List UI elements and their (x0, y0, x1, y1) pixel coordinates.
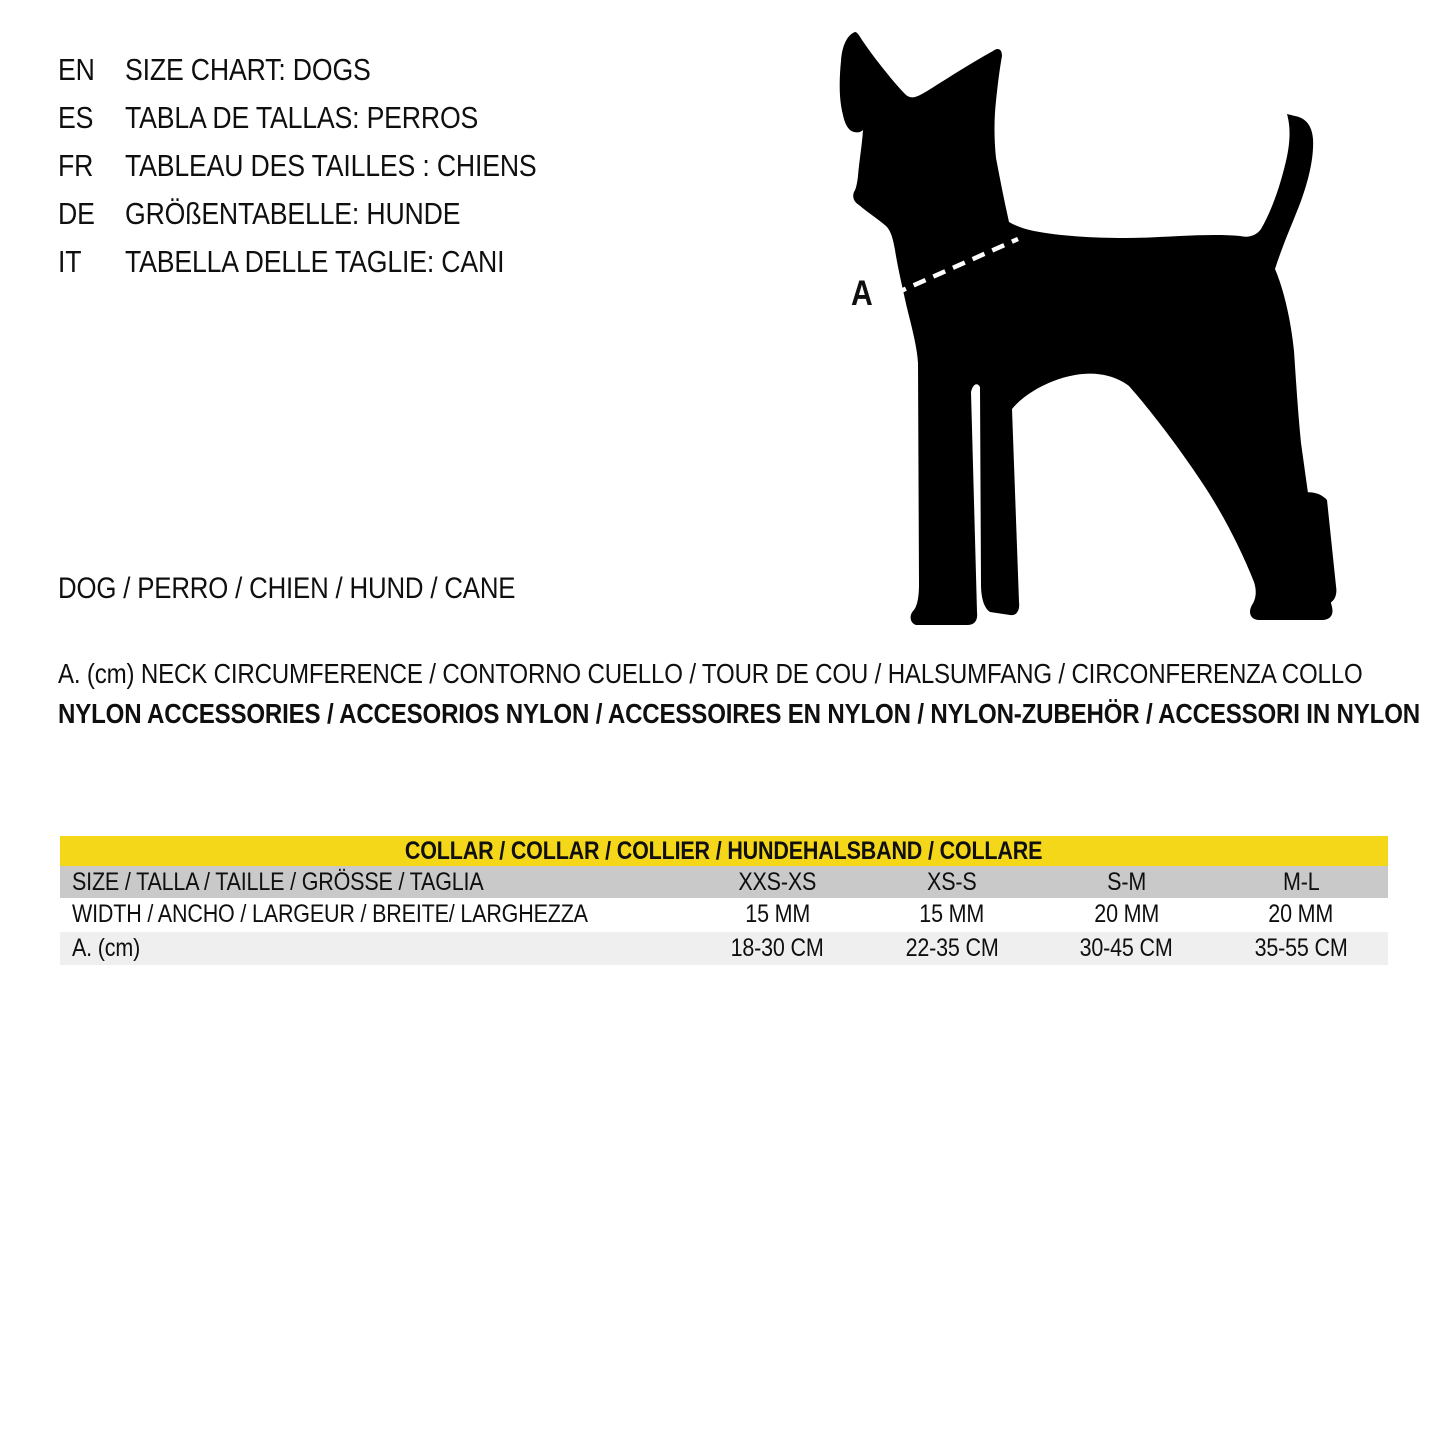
measurement-a-label: A (851, 274, 873, 313)
neck-circumference-note: A. (cm) NECK CIRCUMFERENCE / CONTORNO CUELLO / TOUR DE COU / HALSUMFANG / CIRCONFERENZA COLLO (58, 658, 1363, 689)
language-row-fr (58, 142, 604, 190)
size-value: S-M (1106, 867, 1146, 896)
nylon-accessories-note: NYLON ACCESSORIES / ACCESORIOS NYLON / ACCESSOIRES EN NYLON / NYLON-ZUBEHÖR / ACCESSORI IN NYLON (58, 698, 1420, 729)
table-row-neck-circumference (60, 932, 1388, 965)
language-title: TABLEAU DES TAILLES : CHIENS (125, 148, 537, 183)
neck-value: 30-45 CM (1079, 934, 1173, 962)
width-value: 20 MM (1268, 899, 1334, 928)
neck-value: 18-30 CM (730, 934, 824, 962)
dog-caption: DOG / PERRO / CHIEN / HUND / CANE (58, 572, 516, 605)
width-value: 15 MM (744, 899, 810, 928)
width-value: 20 MM (1093, 899, 1159, 928)
language-code: IT (58, 244, 82, 279)
language-row-it (58, 238, 604, 286)
table-row-size (60, 866, 1388, 898)
language-title: SIZE CHART: DOGS (125, 52, 371, 87)
row-label: WIDTH / ANCHO / LARGEUR / BREITE/ LARGHEZZA (72, 899, 588, 928)
dog-figure (820, 28, 1400, 628)
size-value: M-L (1282, 867, 1320, 896)
language-row-de (58, 190, 604, 238)
dog-body (840, 32, 1333, 625)
language-code: FR (58, 148, 94, 183)
dog-silhouette-icon (820, 28, 1400, 628)
table-header-title: COLLAR / COLLAR / COLLIER / HUNDEHALSBAND / COLLARE (405, 836, 1043, 865)
table-row-width (60, 898, 1388, 930)
language-title: TABLA DE TALLAS: PERROS (125, 100, 479, 135)
table-header-row (60, 836, 1388, 866)
row-label: SIZE / TALLA / TAILLE / GRÖSSE / TAGLIA (72, 867, 484, 896)
neck-value: 35-55 CM (1254, 934, 1348, 962)
size-value: XXS-XS (738, 867, 817, 896)
language-code: EN (58, 52, 95, 87)
size-value: XS-S (926, 867, 977, 896)
language-code: DE (58, 196, 95, 231)
width-value: 15 MM (919, 899, 985, 928)
language-row-es (58, 94, 604, 142)
language-title: GRÖßENTABELLE: HUNDE (125, 196, 461, 231)
collar-size-table (60, 836, 1388, 965)
neck-value: 22-35 CM (905, 934, 999, 962)
language-row-en (58, 46, 604, 94)
language-code: ES (58, 100, 94, 135)
language-list (58, 46, 604, 286)
language-title: TABELLA DELLE TAGLIE: CANI (125, 244, 505, 279)
row-label: A. (cm) (72, 934, 141, 962)
